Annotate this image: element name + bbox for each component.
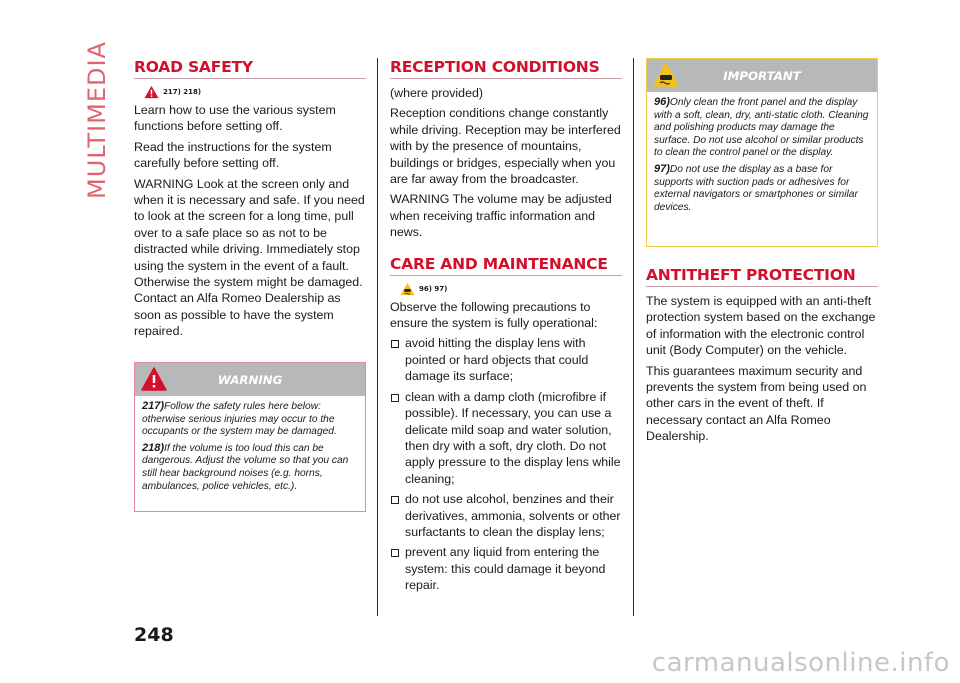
- care-refs: [400, 282, 622, 296]
- column-divider: [377, 58, 378, 616]
- list-item: clean with a damp cloth (microfibre if possible). If necessary, you can use a delicate mild soap and water solution, then dry with a soft, dry cloth. Do not apply pressure to the display lens while cleaning;: [390, 389, 622, 487]
- warning-box-title: WARNING: [217, 372, 283, 387]
- paragraph: WARNING The volume may be adjusted when receiving traffic information and news.: [390, 192, 612, 240]
- warning-box: [134, 362, 366, 512]
- list-item: prevent any liquid from entering the system: this could damage it beyond repair.: [390, 544, 622, 593]
- footnote: 97)Do not use the display as a base for supports with suction pads or adhesives for external navigators or smartphones or similar devices.: [654, 162, 858, 213]
- antitheft-heading: ANTITHEFT PROTECTION: [646, 266, 878, 287]
- paragraph: (where provided): [390, 86, 483, 100]
- list-item: avoid hitting the display lens with pointed or hard objects that could damage its surface;: [390, 335, 622, 384]
- warning-box-header: [135, 363, 365, 396]
- list-item: do not use alcohol, benzines and their derivatives, ammonia, solvents or other surfactants to clean the display lens;: [390, 491, 622, 540]
- footnote-refs: 217) 218): [163, 88, 202, 96]
- paragraph: Read the instructions for the system carefully before setting off.: [134, 139, 332, 171]
- bullet-square-icon: [391, 496, 399, 504]
- footnote: 217)Follow the safety rules here below: otherwise serious injuries may occur to the occupants or the system may be damaged.: [142, 400, 337, 438]
- footnote: 96)Only clean the front panel and the display with a soft, clean, dry, anti-static cloth. Cleaning and polishing products may damage the surface. Do not use alcohol or similar products to clean the control panel or the display.: [654, 96, 869, 159]
- paragraph: Learn how to use the various system functions before setting off.: [134, 103, 336, 134]
- page-number: 248: [134, 624, 174, 646]
- column-divider: [633, 58, 634, 616]
- column-antitheft: [646, 266, 878, 449]
- bullet-square-icon: [391, 340, 399, 348]
- road-safety-refs: [144, 85, 366, 99]
- important-box-header: [647, 59, 877, 92]
- paragraph: The system is equipped with an anti-theft protection system based on the exchange of information with the electronic control unit (Body Computer) on the vehicle.: [646, 294, 876, 358]
- paragraph: Reception conditions change constantly while driving. Reception may be interfered with by the presence of mountains, buildings or bridges, especially when you are far away from the broadcaster.: [390, 106, 621, 187]
- section-side-label: MULTIMEDIA: [83, 41, 111, 199]
- care-heading: CARE AND MAINTENANCE: [390, 255, 622, 276]
- paragraph: Observe the following precautions to ensure the system is fully operational:: [390, 299, 598, 331]
- footnote-refs: 96) 97): [419, 284, 448, 293]
- paragraph: WARNING Look at the screen only and when it is necessary and safe. If you need to look at the screen for a long time, pull over to a safe place so as not to be distracted while driving. Immediately stop using the system in the event of a fault. Otherwise the system might be damaged. Contact an Alfa Romeo Dealership as soon as possible to have the system repaired.: [134, 176, 365, 339]
- paragraph: This guarantees maximum security and prevents the system from being used on other cars in the event of theft. If necessary contact an Alfa Romeo Dealership.: [646, 363, 867, 444]
- footnote: 218)If the volume is too loud this can be dangerous. Adjust the volume so that you can still hear background noises (e.g. horns, ambulances, police vehicles, etc.).: [142, 441, 349, 492]
- bullet-list: [390, 335, 622, 593]
- car-skid-icon: [400, 282, 415, 296]
- watermark: carmanualsonline.info: [651, 648, 950, 678]
- warning-triangle-icon: [144, 85, 159, 99]
- bullet-square-icon: [391, 549, 399, 557]
- road-safety-heading: ROAD SAFETY: [134, 58, 366, 79]
- important-box-title: IMPORTANT: [723, 68, 801, 83]
- reception-heading: RECEPTION CONDITIONS: [390, 58, 622, 79]
- important-box: [646, 58, 878, 247]
- column-reception-care: [390, 58, 622, 598]
- column-road-safety: [134, 58, 366, 344]
- bullet-square-icon: [391, 394, 399, 402]
